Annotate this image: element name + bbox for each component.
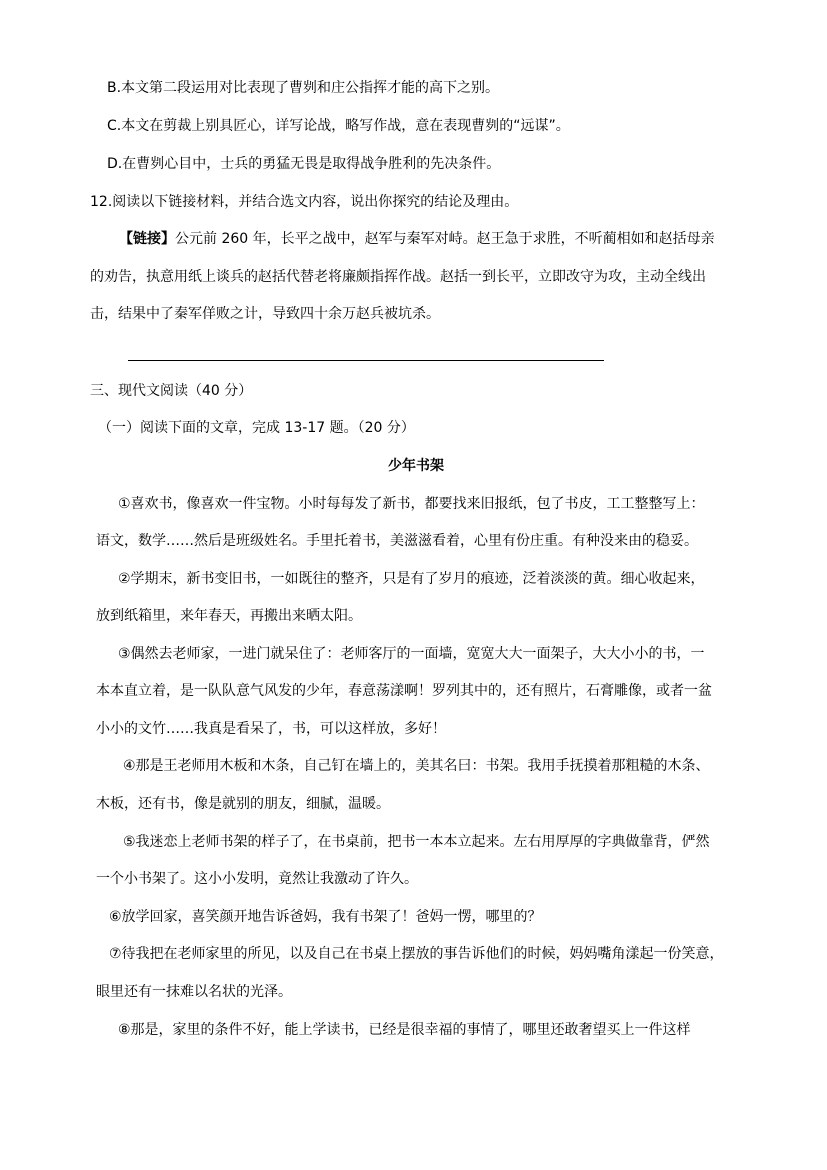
link-material-line: 的劝告，执意用纸上谈兵的赵括代替老将廉颇指挥作战。赵括一到长平，立即改守为攻，主动全线出: [90, 269, 706, 285]
article-line: 小小的文竹……我真是看呆了，书，可以这样放，多好！: [96, 721, 446, 737]
link-material: [119, 230, 715, 248]
article-line: 眼里还有一抹难以名状的光泽。: [96, 984, 292, 1000]
article-line: 木板，还有书，像是就别的朋友，细腻，温暖。: [96, 796, 390, 812]
article-line: 本本直立着，是一队队意气风发的少年，春意荡漾啊！罗列其中的，还有照片，石膏雕像，或者一盆: [96, 683, 712, 699]
article-line: ⑤我迷恋上老师书架的样子了，在书桌前，把书一本本立起来。左右用厚厚的字典做靠背，俨然: [123, 834, 710, 850]
article-line: ①喜欢书，像喜欢一件宝物。小时每每发了新书，都要找来旧报纸，包了书皮，工工整整写上：: [118, 496, 705, 512]
article-line: ②学期末，新书变旧书，一如既往的整齐，只是有了岁月的痕迹，泛着淡淡的黄。细心收起来，: [118, 571, 705, 587]
answer-blank-line[interactable]: [128, 360, 604, 361]
question-12-prompt: 12.阅读以下链接材料，并结合选文内容，说出你探究的结论及理由。: [90, 194, 519, 210]
article-line: 语文，数学……然后是班级姓名。手里托着书，美滋滋看着，心里有份庄重。有种没来由的稳妥。: [96, 533, 698, 549]
link-material-line: 击，结果中了秦军佯败之计，导致四十余万赵兵被坑杀。: [90, 306, 440, 322]
section-heading: 三、现代文阅读（40 分）: [90, 383, 253, 399]
link-text: 公元前 260 年，长平之战中，赵军与秦军对峙。赵王急于求胜，不听蔺相如和赵括母亲: [175, 231, 715, 247]
link-label: 【链接】: [119, 231, 175, 247]
option-d: D.在曹刿心目中，士兵的勇猛无畏是取得战争胜利的先决条件。: [107, 156, 501, 172]
option-b: B.本文第二段运用对比表现了曹刿和庄公指挥才能的高下之别。: [107, 80, 500, 96]
article-line: ⑦待我把在老师家里的所见，以及自己在书桌上摆放的事告诉他们的时候，妈妈嘴角漾起一份笑意，: [109, 946, 724, 962]
article-line: ④那是王老师用木板和木条，自己钉在墙上的，美其名曰：书架。我用手抚摸着那粗糙的木条、: [123, 758, 710, 774]
article-line: 放到纸箱里，来年春天，再搬出来晒太阳。: [96, 608, 362, 624]
option-c: C.本文在剪裁上别具匠心，详写论战，略写作战，意在表现曹刿的“远谋”。: [107, 118, 570, 134]
article-line: ③偶然去老师家，一进门就呆住了：老师客厅的一面墙，宽宽大大一面架子，大大小小的书，一: [118, 646, 705, 662]
article-line: ⑧那是，家里的条件不好，能上学读书，已经是很幸福的事情了，哪里还敢奢望买上一件这样: [118, 1022, 691, 1038]
article-title: 少年书架: [388, 458, 444, 474]
article-line: 一个小书架了。这小小发明，竟然让我激动了许久。: [96, 871, 418, 887]
article-line: ⑥放学回家，喜笑颜开地告诉爸妈，我有书架了！爸妈一愣，哪里的？: [109, 909, 542, 925]
section-subheading: （一）阅读下面的文章，完成 13-17 题。（20 分）: [98, 420, 415, 436]
